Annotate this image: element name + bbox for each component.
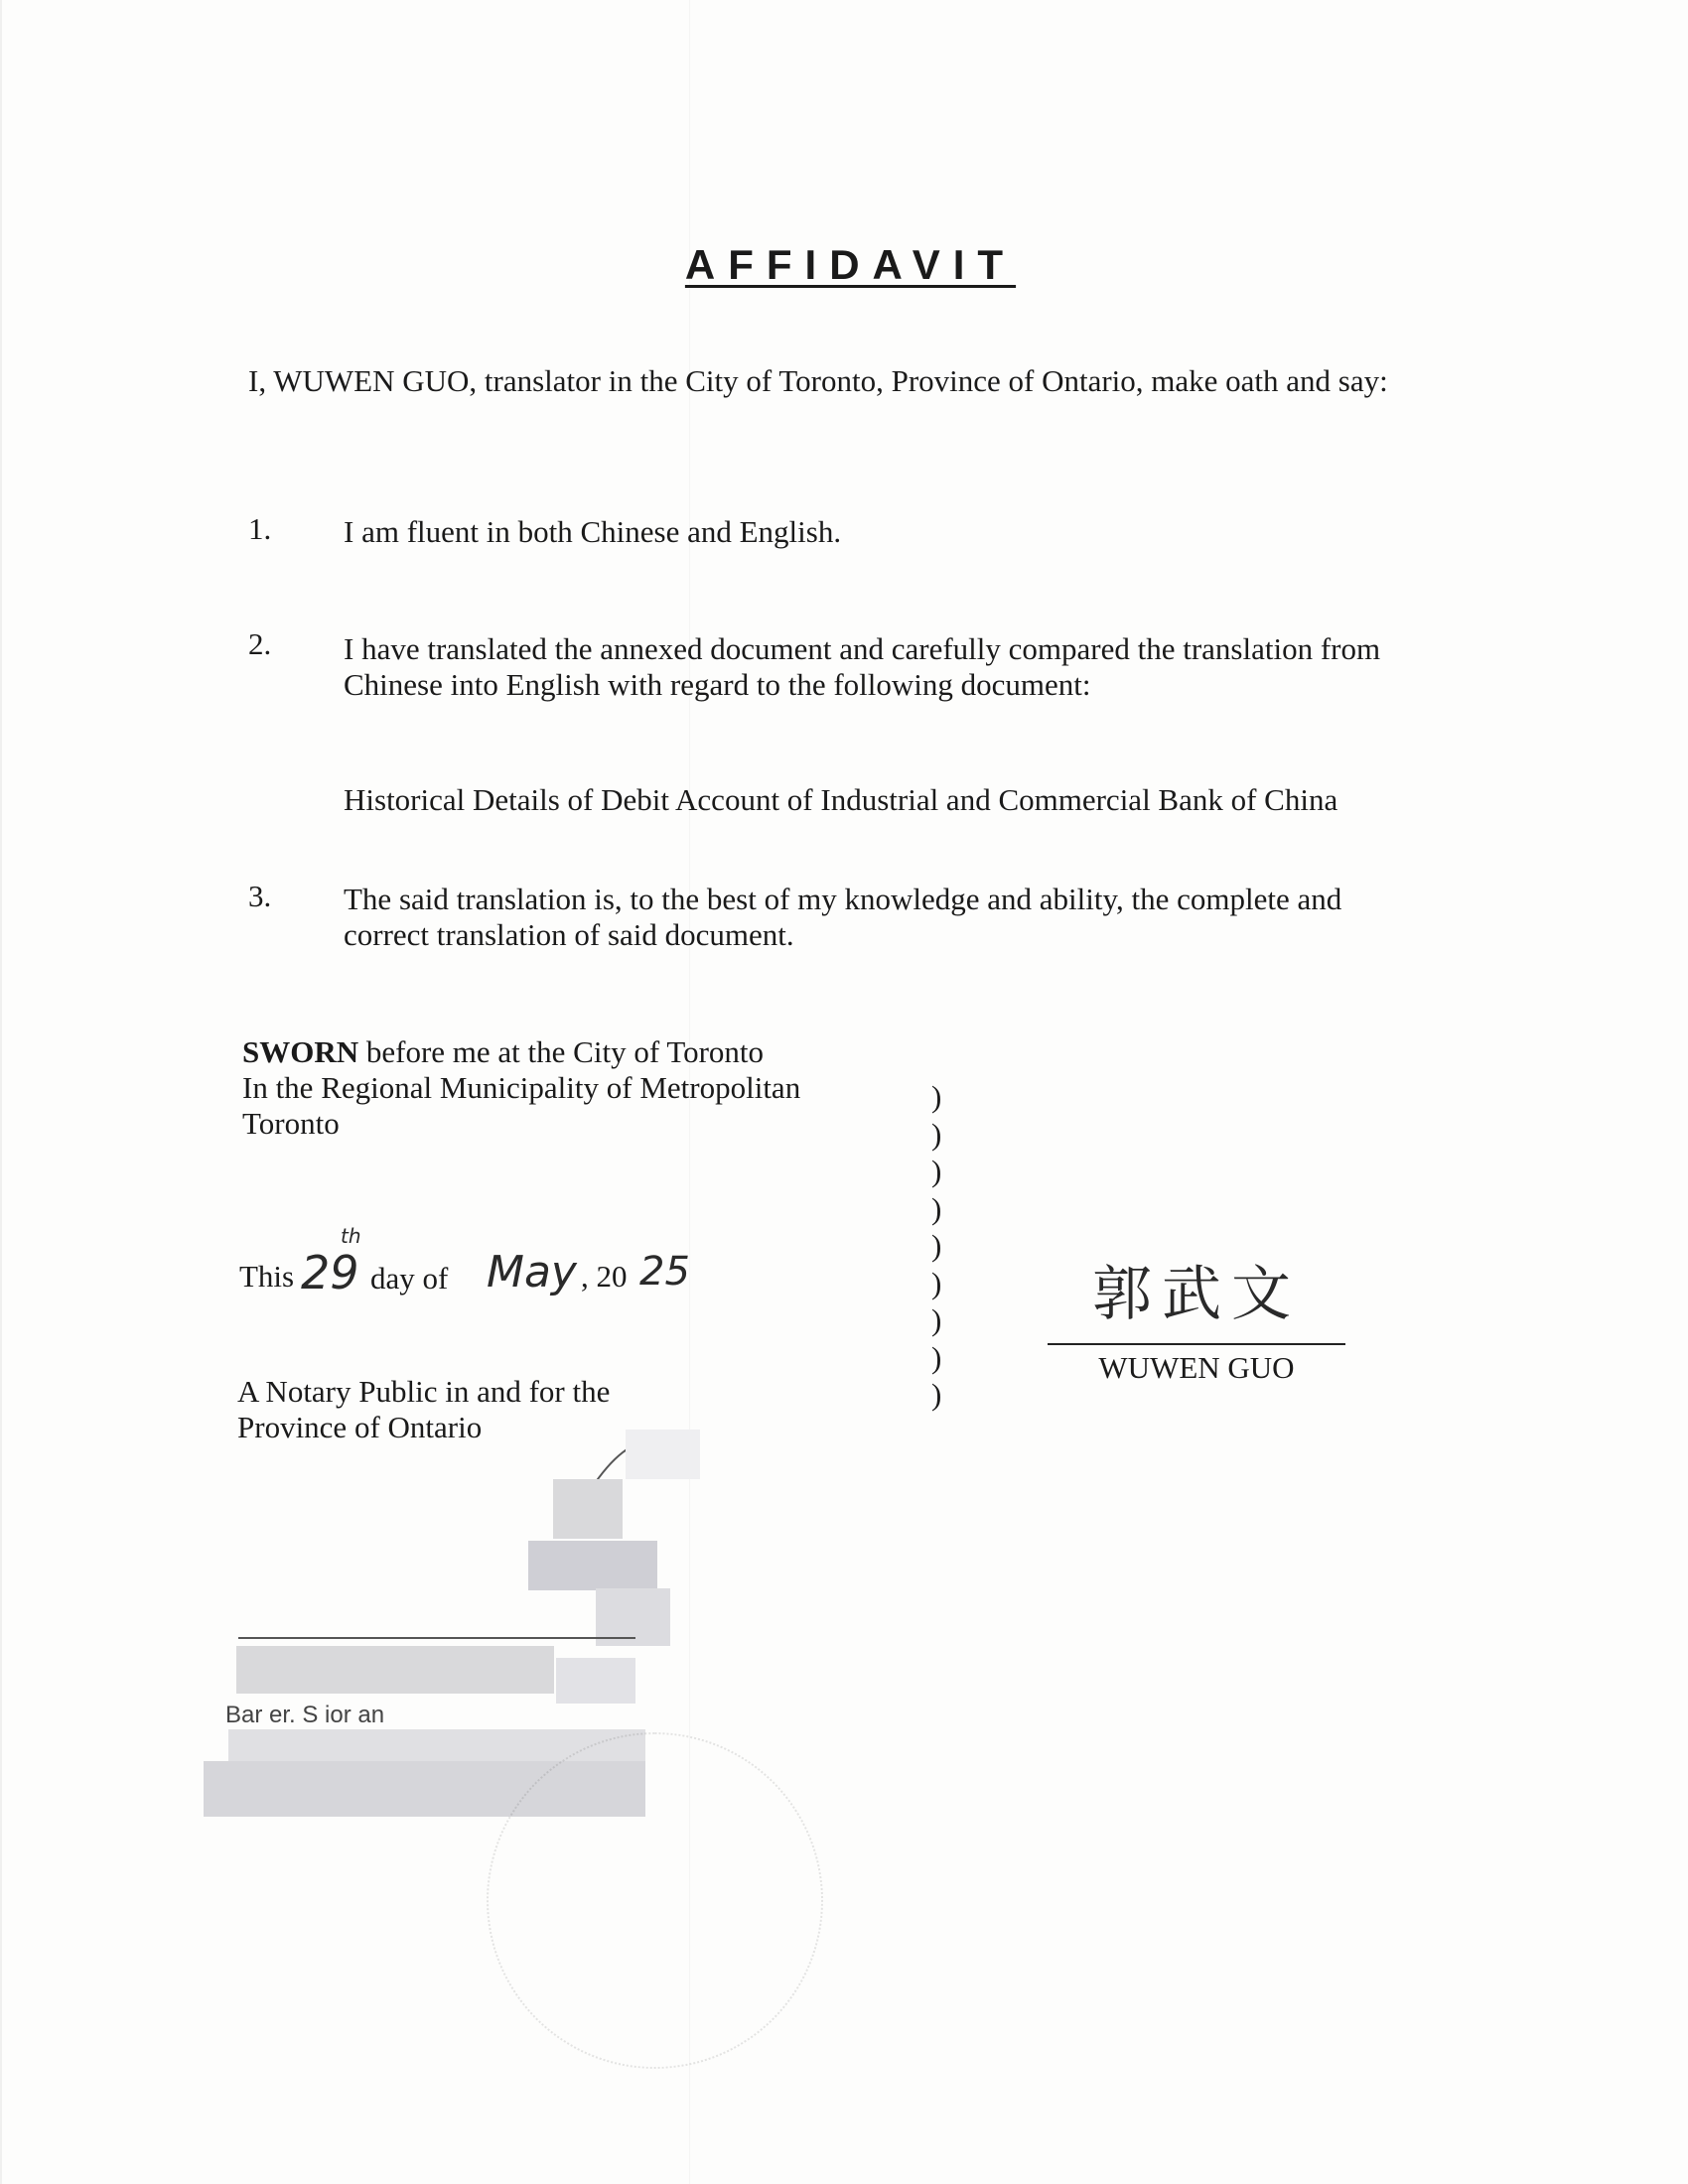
date-day-of: day of xyxy=(370,1261,449,1296)
redaction-block xyxy=(626,1430,700,1479)
intro-paragraph: I, WUWEN GUO, translator in the City of Toronto, Province of Ontario, make oath and say: xyxy=(248,363,1388,398)
sworn-line-2: In the Regional Municipality of Metropolitan xyxy=(242,1070,801,1105)
item-number-1: 1. xyxy=(248,511,272,546)
item-text-2: I have translated the annexed document and carefully compared the translation from Chinese into English with regard to the following document: xyxy=(344,631,1381,702)
item-text-3: The said translation is, to the best of my knowledge and ability, the complete and correct translation of said document. xyxy=(344,882,1342,952)
parenthesis: ) xyxy=(931,1154,942,1188)
faint-seal xyxy=(487,1732,823,2069)
signature-line xyxy=(1048,1343,1345,1345)
item-number-3: 3. xyxy=(248,879,272,913)
parenthesis: ) xyxy=(931,1339,942,1375)
sworn-bold: SWORN xyxy=(242,1034,359,1069)
notary-line-2: Province of Ontario xyxy=(237,1410,483,1444)
date-month-handwritten: May xyxy=(487,1247,577,1297)
signature-handwritten: 郭武文 xyxy=(1092,1260,1301,1329)
date-year-prefix: , 20 xyxy=(581,1259,628,1294)
signature-printed-name: WUWEN GUO xyxy=(1098,1350,1295,1385)
parenthesis: ) xyxy=(931,1265,942,1300)
redaction-block xyxy=(528,1541,657,1590)
parenthesis: ) xyxy=(931,1116,942,1152)
parenthesis: ) xyxy=(931,1079,942,1114)
parenthesis-column xyxy=(931,1078,951,1414)
sworn-line-3: Toronto xyxy=(242,1106,340,1141)
parenthesis: ) xyxy=(931,1228,942,1263)
document-name: Historical Details of Debit Account of Industrial and Commercial Bank of China xyxy=(344,782,1338,817)
page-title: AFFIDAVIT xyxy=(684,241,1017,288)
redaction-block xyxy=(553,1479,623,1539)
item-number-2: 2. xyxy=(248,626,272,661)
parenthesis: ) xyxy=(931,1302,942,1337)
redaction-block xyxy=(236,1646,554,1694)
date-day-handwritten: 29 xyxy=(301,1246,359,1299)
notary-stamp-text: Bar er. S ior an xyxy=(225,1702,385,1728)
date-year-handwritten: 25 xyxy=(639,1249,690,1295)
redaction-block xyxy=(556,1658,635,1704)
parenthesis: ) xyxy=(931,1377,942,1412)
sworn-line-1 xyxy=(242,1034,764,1070)
parenthesis: ) xyxy=(931,1190,942,1226)
scan-edge xyxy=(0,0,2,2184)
notary-signature-line xyxy=(238,1637,635,1639)
date-day-suffix-handwritten: th xyxy=(341,1224,361,1248)
sworn-line-1-rest: before me at the City of Toronto xyxy=(358,1034,765,1069)
item-text-1: I am fluent in both Chinese and English. xyxy=(344,514,842,549)
date-this: This xyxy=(239,1259,295,1294)
notary-line-1: A Notary Public in and for the xyxy=(237,1374,611,1409)
